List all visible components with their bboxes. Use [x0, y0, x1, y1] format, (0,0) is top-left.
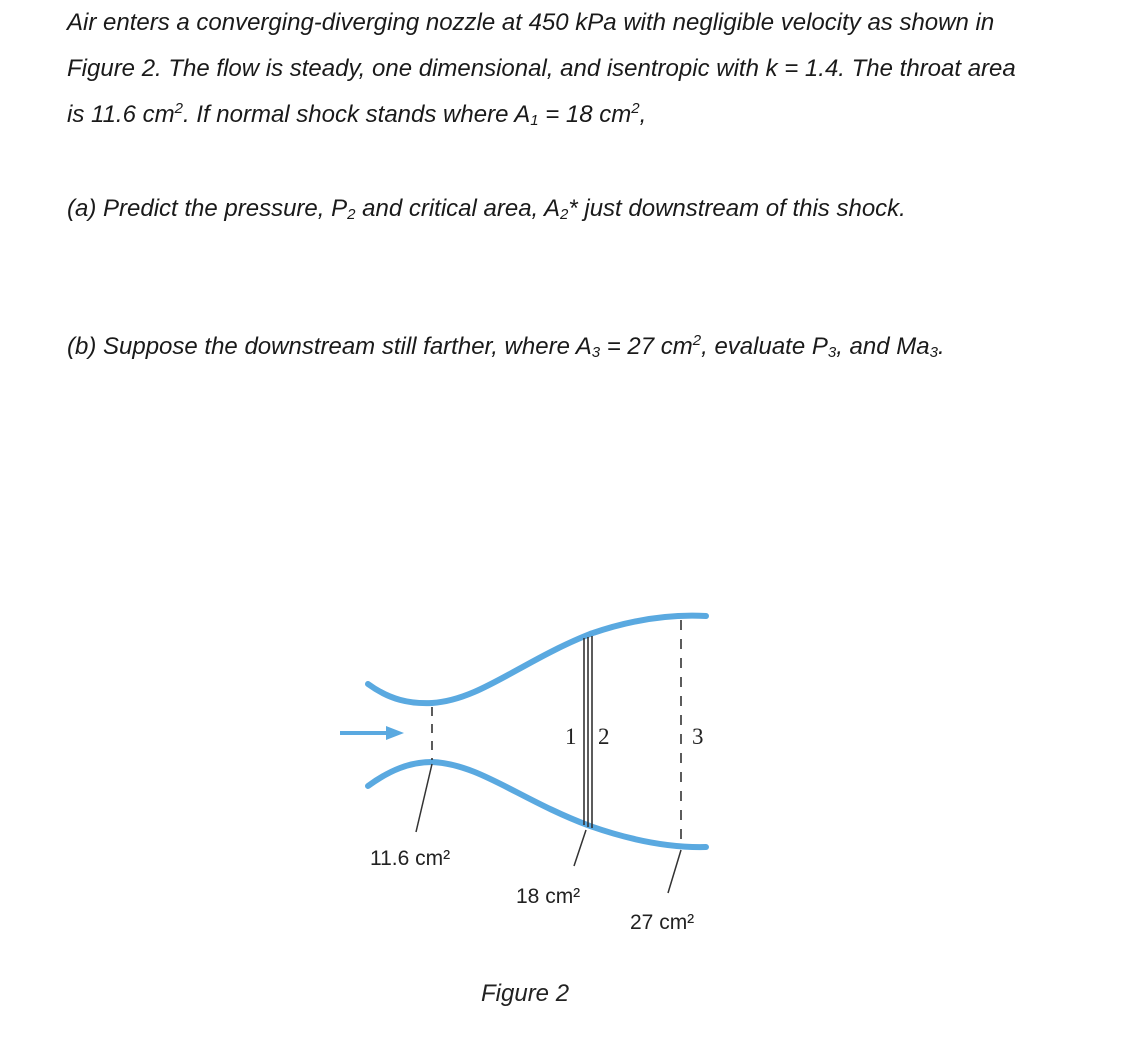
nozzle-upper-wall	[368, 616, 706, 704]
superscript-2: 2	[631, 100, 640, 117]
shock-leader-line	[574, 830, 586, 866]
subscript-3: 3	[591, 344, 601, 361]
intro-text-4: ,	[639, 101, 647, 128]
superscript-2: 2	[174, 100, 183, 117]
shock-area-label: 18 cm²	[516, 885, 581, 908]
figure-caption: Figure 2	[481, 980, 570, 1007]
exit-leader-line	[668, 850, 681, 893]
station-1-label: 1	[565, 724, 577, 749]
throat-leader-line	[416, 764, 432, 832]
intro-text-2: . If normal shock stands where A	[182, 101, 531, 128]
throat-area-label: 11.6 cm²	[370, 847, 451, 870]
part-b-text-2: = 27 cm	[600, 333, 693, 360]
intro-text-1: Air enters a converging-diverging nozzle at 450 kPa with negligible velocity as shown in Figure 2. The flow is steady, one dimensional, and isentropic with k = 1.4. The throat area is 11.6 cm	[67, 9, 1016, 128]
part-a-text-3: * just downstream of this shock.	[568, 195, 906, 222]
exit-area-label: 27 cm²	[630, 911, 695, 934]
inlet-flow-arrow-head	[386, 726, 404, 740]
part-b-text-3: , evaluate P	[701, 333, 828, 360]
intro-text-3: = 18 cm	[538, 101, 632, 128]
part-b-text-4: , and Ma	[836, 333, 930, 360]
nozzle-lower-wall	[368, 762, 706, 847]
subscript-2: 2	[560, 206, 569, 223]
part-b-text-5: .	[937, 333, 945, 360]
station-3-label: 3	[692, 724, 704, 749]
part-a-text-2: and critical area, A	[355, 195, 561, 222]
subscript-3: 3	[929, 344, 938, 361]
subscript-1: 1	[530, 112, 539, 129]
station-2-label: 2	[598, 724, 610, 749]
superscript-2: 2	[692, 332, 702, 349]
part-b-text-1: (b) Suppose the downstream still farther, where A	[67, 333, 592, 360]
subscript-2: 2	[347, 206, 356, 223]
subscript-3: 3	[827, 344, 837, 361]
part-a-text-1: (a) Predict the pressure, P	[67, 195, 348, 222]
